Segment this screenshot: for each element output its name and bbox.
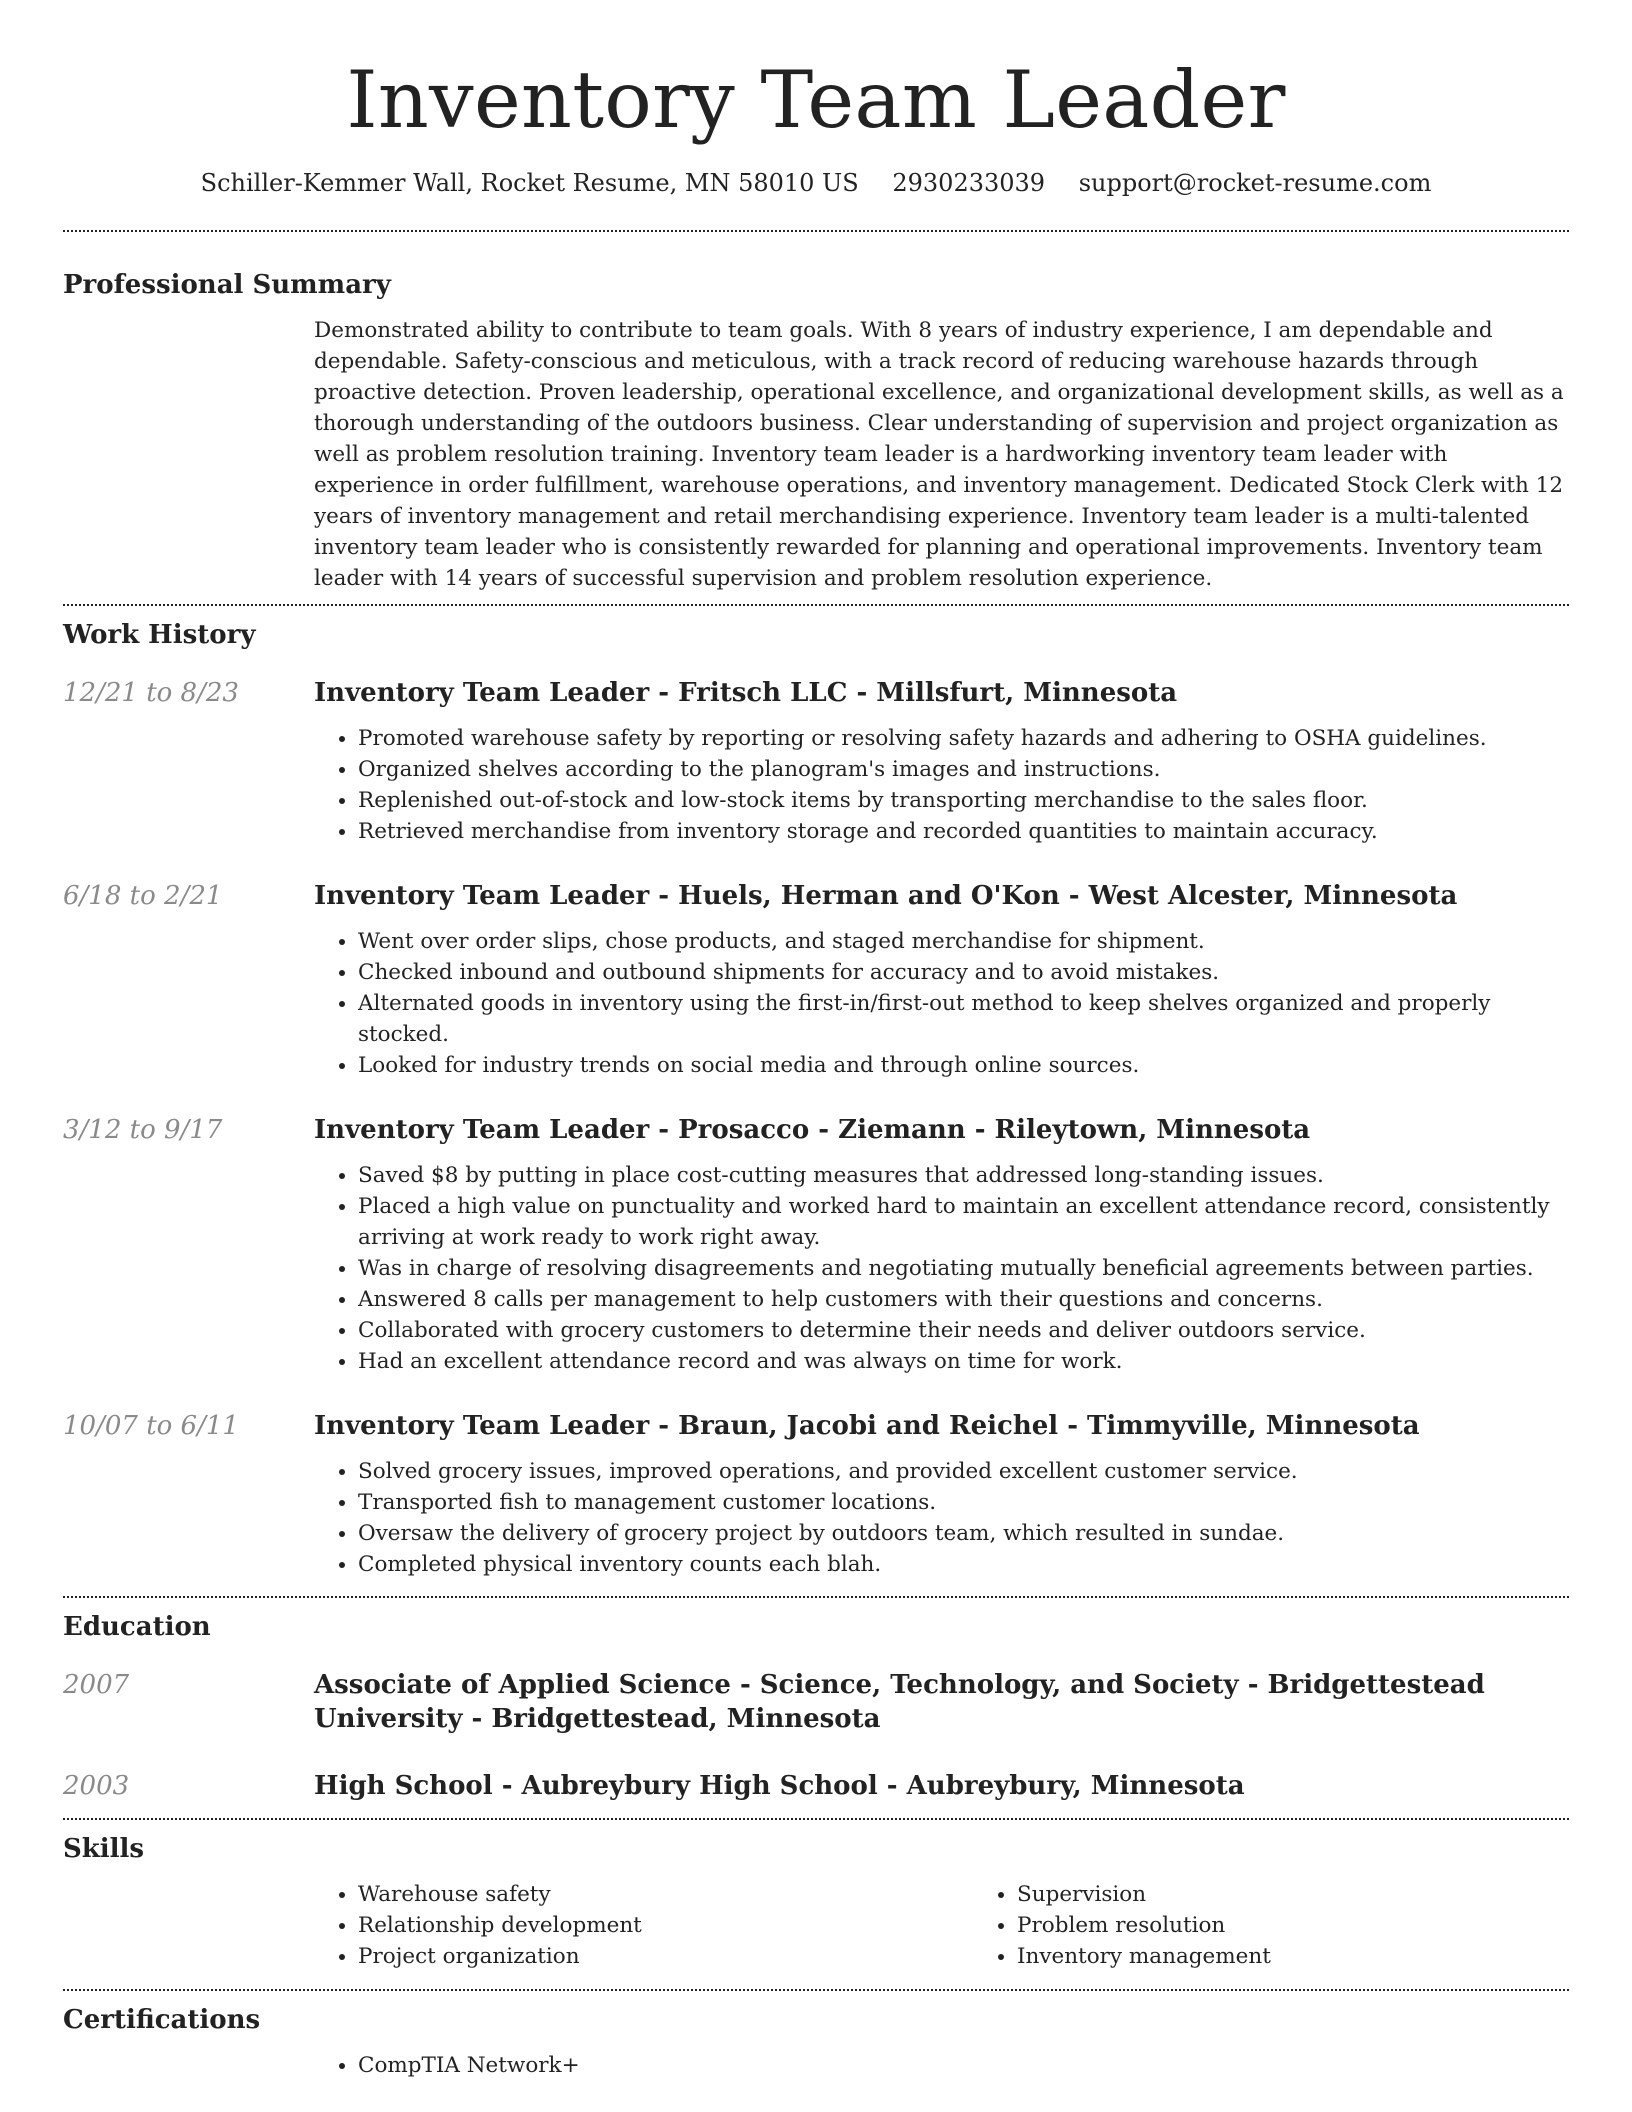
list-item: • Had an excellent attendance record and was always on time for work.: [358, 1346, 1569, 1377]
certifications-section: [63, 2003, 1569, 2081]
divider: [63, 230, 1569, 232]
summary-section: [63, 268, 1569, 594]
section-title-education: Education: [63, 1612, 211, 1642]
job-dates: 10/07 to 6/11: [63, 1411, 239, 1441]
education-entry: [63, 1769, 1569, 1803]
list-item: • Organized shelves according to the planogram's images and instructions.: [358, 754, 1569, 785]
divider: [63, 1596, 1569, 1598]
divider: [63, 604, 1569, 606]
skill-item: • Inventory management: [1017, 1941, 1632, 1972]
list-item: • Went over order slips, chose products, and staged merchandise for shipment.: [358, 926, 1569, 957]
job-bullets: [314, 926, 1569, 1081]
job-entry: [63, 1409, 1569, 1580]
skill-item: • Warehouse safety: [358, 1879, 973, 1910]
list-item: • Collaborated with grocery customers to determine their needs and deliver outdoors service.: [358, 1315, 1569, 1346]
list-item: • Was in charge of resolving disagreements and negotiating mutually beneficial agreements between parties.: [358, 1253, 1569, 1284]
list-item: • Answered 8 calls per management to help customers with their questions and concerns.: [358, 1284, 1569, 1315]
contact-email: support@rocket-resume.com: [1078, 169, 1432, 197]
job-heading: Inventory Team Leader - Fritsch LLC - Millsfurt, Minnesota: [314, 678, 1178, 708]
skill-item: • Project organization: [358, 1941, 973, 1972]
divider: [63, 1818, 1569, 1820]
list-item: • Checked inbound and outbound shipments for accuracy and to avoid mistakes.: [358, 957, 1569, 988]
skills-section: [63, 1832, 1569, 1972]
contact-line: [63, 166, 1569, 200]
list-item: • Looked for industry trends on social media and through online sources.: [358, 1050, 1569, 1081]
list-item: • Saved $8 by putting in place cost-cutting measures that addressed long-standing issues.: [358, 1160, 1569, 1191]
section-title-skills: Skills: [63, 1834, 145, 1864]
contact-phone: 2930233039: [892, 169, 1046, 197]
summary-text: Demonstrated ability to contribute to team goals. With 8 years of industry experience, I am dependable and dependable. Safety-conscious and meticulous, with a track record of reducing warehouse hazards through proactive detection. Proven leadership, operational excellence, and organizational development skills, as well as a thorough understanding of the outdoors business. Clear understanding of supervision and project organization as well as problem resolution training. Inventory team leader is a hardworking inventory team leader with experience in order fulfillment, warehouse operations, and inventory management. Dedicated Stock Clerk with 12 years of inventory management and retail merchandising experience. Inventory team leader is a multi-talented inventory team leader who is consistently rewarded for planning and operational improvements. Inventory team leader with 14 years of successful supervision and problem resolution experience.: [314, 318, 1564, 591]
list-item: • Completed physical inventory counts each blah.: [358, 1549, 1569, 1580]
job-heading: Inventory Team Leader - Huels, Herman and O'Kon - West Alcester, Minnesota: [314, 881, 1458, 911]
job-entry: [63, 1113, 1569, 1377]
job-heading: Inventory Team Leader - Braun, Jacobi and Reichel - Timmyville, Minnesota: [314, 1411, 1420, 1441]
list-item: • Alternated goods in inventory using the first-in/first-out method to keep shelves organized and properly stocked.: [358, 988, 1569, 1050]
job-heading: Inventory Team Leader - Prosacco - Ziemann - Rileytown, Minnesota: [314, 1115, 1311, 1145]
list-item: • Promoted warehouse safety by reporting or resolving safety hazards and adhering to OSHA guidelines.: [358, 723, 1569, 754]
list-item: • Retrieved merchandise from inventory storage and recorded quantities to maintain accuracy.: [358, 816, 1569, 847]
job-bullets: [314, 723, 1569, 847]
skill-item: • Problem resolution: [1017, 1910, 1632, 1941]
education-heading: Associate of Applied Science - Science, Technology, and Society - Bridgettestead University - Bridgettestead, Minnesota: [314, 1670, 1485, 1734]
divider: [63, 1989, 1569, 1991]
section-title-certifications: Certifications: [63, 2005, 261, 2035]
skills-grid: [314, 1879, 1569, 1972]
list-item: • Solved grocery issues, improved operations, and provided excellent customer service.: [358, 1456, 1569, 1487]
list-item: • Placed a high value on punctuality and worked hard to maintain an excellent attendance record, consistently arriving at work ready to work right away.: [358, 1191, 1569, 1253]
section-title-work-history: Work History: [63, 620, 256, 650]
list-item: • Transported fish to management customer locations.: [358, 1487, 1569, 1518]
certifications-list: [314, 2050, 1569, 2081]
job-dates: 6/18 to 2/21: [63, 881, 223, 911]
job-dates: 12/21 to 8/23: [63, 678, 239, 708]
education-year: 2007: [63, 1670, 130, 1700]
job-bullets: [314, 1160, 1569, 1377]
list-item: • Replenished out-of-stock and low-stock items by transporting merchandise to the sales floor.: [358, 785, 1569, 816]
education-entry: [63, 1668, 1569, 1736]
job-entry: [63, 676, 1569, 847]
contact-address: Schiller-Kemmer Wall, Rocket Resume, MN 58010 US: [200, 169, 859, 197]
skills-list-left: [314, 1879, 973, 1972]
skill-item: • Supervision: [1017, 1879, 1632, 1910]
job-dates: 3/12 to 9/17: [63, 1115, 223, 1145]
education-heading: High School - Aubreybury High School - Aubreybury, Minnesota: [314, 1771, 1245, 1801]
education-section: [63, 1610, 1569, 1803]
resume-name: Inventory Team Leader: [346, 54, 1286, 146]
list-item: • Oversaw the delivery of grocery project by outdoors team, which resulted in sundae.: [358, 1518, 1569, 1549]
section-title-summary: Professional Summary: [63, 270, 391, 300]
skills-list-right: [973, 1879, 1632, 1972]
skill-item: • Relationship development: [358, 1910, 973, 1941]
job-bullets: [314, 1456, 1569, 1580]
certification-item: • CompTIA Network+: [358, 2050, 1569, 2081]
job-entry: [63, 879, 1569, 1081]
education-year: 2003: [63, 1771, 130, 1801]
work-history-section: [63, 618, 1569, 1580]
